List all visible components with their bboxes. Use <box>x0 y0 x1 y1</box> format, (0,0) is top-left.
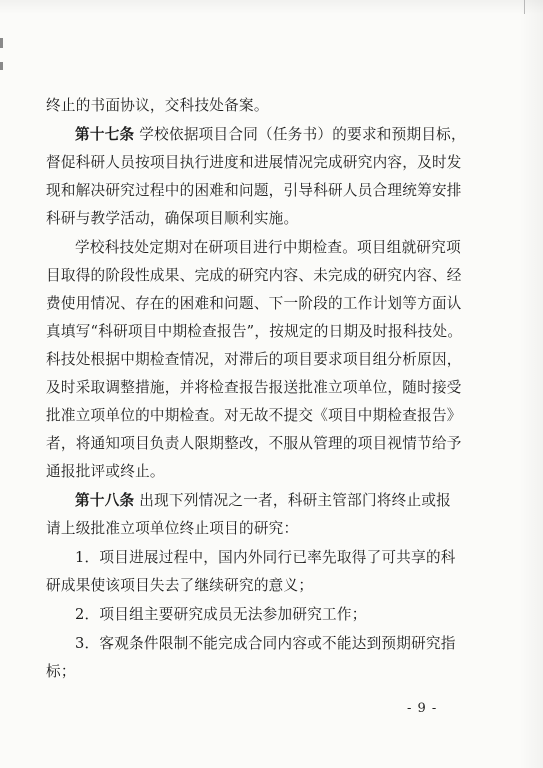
list-item-line: 研成果使该项目失去了继续研究的意义； <box>46 577 314 594</box>
midterm-line: 费使用情况、存在的困难和问题、下一阶段的工作计划等方面认 <box>46 295 462 312</box>
article17-line: 督促科研人员按项目执行进度和进展情况完成研究内容，及时发 <box>46 154 462 171</box>
article18-line: 请上级批准立项单位终止项目的研究： <box>46 520 299 537</box>
article17-line: 科研与教学活动，确保项目顺利实施。 <box>46 210 299 227</box>
article18-heading: 第十八条 <box>75 492 135 509</box>
midterm-line: 者，将通知项目负责人限期整改，不服从管理的项目视情节给予 <box>46 435 462 452</box>
midterm-line: 科技处根据中期检查情况，对滞后的项目要求项目组分析原因， <box>46 351 462 368</box>
binding-mark <box>0 62 3 70</box>
article18-line: 出现下列情况之一者，科研主管部门将终止或报 <box>139 492 452 509</box>
midterm-line: 及时采取调整措施，并将检查报告报送批准立项单位，随时接受 <box>46 379 462 396</box>
document-body <box>46 92 472 686</box>
midterm-line: 批准立项单位的中期检查。对无故不提交《项目中期检查报告》 <box>46 407 462 424</box>
scan-top-shadow <box>0 0 543 14</box>
list-item-line: 2．项目组主要研究成员无法参加研究工作； <box>75 606 367 623</box>
scan-edge-shadow <box>519 0 543 768</box>
list-item-line: 1．项目进展过程中，国内外同行已率先取得了可共享的科 <box>75 549 456 566</box>
article17-heading: 第十七条 <box>75 126 135 143</box>
midterm-line: 学校科技处定期对在研项目进行中期检查。项目组就研究项 <box>75 239 461 256</box>
article17-line: 现和解决研究过程中的困难和问题，引导科研人员合理统筹安排 <box>46 182 462 199</box>
article17-line: 学校依据项目合同（任务书）的要求和预期目标， <box>139 126 466 143</box>
binding-mark <box>0 38 3 48</box>
continuation-line: 终止的书面协议，交科技处备案。 <box>46 97 269 114</box>
scan-corner-tick <box>524 0 525 14</box>
list-item-line: 标； <box>46 663 76 680</box>
midterm-line: 目取得的阶段性成果、完成的研究内容、未完成的研究内容、经 <box>46 267 462 284</box>
page-number: - 9 - <box>407 701 438 716</box>
list-item-line: 3．客观条件限制不能完成合同内容或不能达到预期研究指 <box>75 635 456 652</box>
midterm-line: 通报批评或终止。 <box>46 463 165 480</box>
article18-first-line <box>46 487 472 515</box>
midterm-line: 真填写“科研项目中期检查报告”，按规定的日期及时报科技处。 <box>46 323 463 340</box>
article17-first-line <box>46 121 472 149</box>
